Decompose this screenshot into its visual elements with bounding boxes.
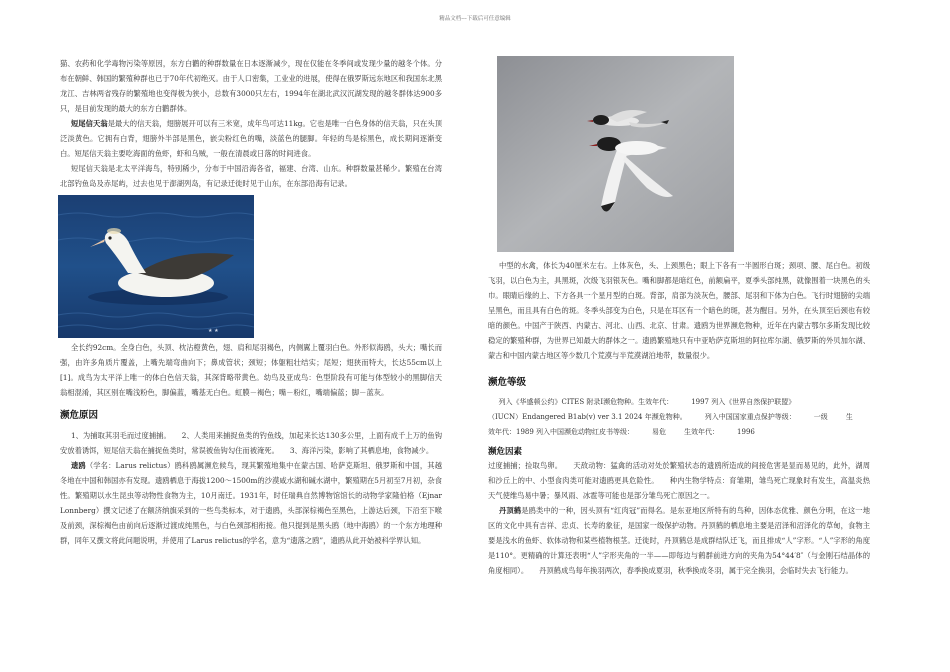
relict-gull-paragraph	[60, 458, 442, 548]
albatross-distribution-paragraph: 短尾信天翁是北太平洋海鸟，特别稀少，分布于中国沿海各省，福建、台湾、山东。种群数量甚稀少。繁殖在台湾北部钓鱼岛及赤尾屿，过去也见于澎湖列岛，有记录迁徙时见于山东，在东部沿海有记录。	[60, 164, 442, 188]
section-title-endangered-causes: 濒危原因	[60, 410, 99, 421]
grade-redbook-year: 1996	[737, 428, 755, 436]
grade-redbook-level: 易危	[652, 428, 667, 436]
endangered-factors-paragraph: 过度捕捕；捡取鸟卵。 天敌动物：猛禽的活动对处於繁殖状态的遗鸥所造成的间接危害是显而易见的，此外，湖周和沙丘上的中、小型食肉类可能对遗鸥更具危险性。 种内生物学特点：育雏期，雏鸟死亡现象时有发生，高温炎热天气使维鸟易中暑；暴风雨、冰雹等可能也是部分雏鸟死亡原因之一。	[488, 461, 870, 500]
page-header: 精品文档---下载后可任意编辑	[439, 16, 511, 22]
left-column	[60, 56, 442, 548]
relict-gull-term: 遗鸥	[70, 461, 86, 470]
grade-effective-label-a: 生	[845, 413, 853, 421]
gulls-photo	[497, 56, 734, 252]
grade-cites: 列入《华盛顿公约》CITES 附录Ⅰ濒危物种。生效年代：	[498, 398, 674, 406]
albatross-intro-text: 是最大的信天翁，翅膀展开可以有三米宽，成年鸟可达11kg。它也是唯一白色身体的信天翁，只在头顶泛淡黄色。它拥有白背，翅膀外半部是黑色，嵌尖粉红色的嘴，淡蓝色的腿脚。年轻的鸟是棕黑色，成长期间逐渐变白。短尾信天翁主要吃海面的鱼虾，虾和乌贼，一般在清晨或日落的时间进食。	[60, 119, 443, 158]
photo-watermark: ★ ★	[208, 328, 219, 334]
right-column	[488, 56, 870, 578]
endangered-level-paragraph	[488, 395, 870, 440]
relict-gull-text: （学名：Larus relictus）鸥科鸥属濒危候鸟，现其繁殖地集中在蒙古国、哈萨克斯坦、俄罗斯和中国，其越冬地在中国和韩国亦有发现。遗鸥栖息于海拔1200～1500m的沙漠咸水湖和碱水湖中，繁殖期在5月初至7月初，杂食性。繁殖期以水生昆虫等动物性食物为主，10月南迁。1931年，时任瑞典自然博物馆馆长的动物学家隆伯格（Ejnar Lonnberg）撰文记述了在额济纳旗采到的一些鸟类标本，对于遗鸥，头部深棕褐色至黑色，上游达后颈，下沿至下喉及前颈，深棕褐色由前向后逐渐过渡成纯黑色，与白色颈部相衔接。他只提到是黑头鸥（地中海鸥）的一个东方地理种群，同年又撰文将此问题说明，并使用了Larus relictus的学名，意为“遗落之鸥”，遗鸥从此开始被科学界认知。	[60, 461, 443, 545]
section-title-endangered-level: 濒危等级	[488, 377, 527, 388]
gull-description-paragraph: 中型的水禽，体长为40厘米左右。上体灰色，头、上颈黑色；眼上下各有一半圆形白斑；颈项、腰、尾白色。初级飞羽，以白色为主，具黑斑，次级飞羽银灰色。嘴和脚都是暗红色，前额扁平，夏季头部纯黑，就像围着一块黑色的头巾。眼睛后缘的上、下方各具一个星月型的白斑。背部，肩部为淡灰色，腰部、尾羽和下体为白色。飞行时翅膀的尖端呈黑色，而且具有白色的斑。冬季头部变为白色，只是在耳区有一个暗色的斑，甚为醒目。另外，在头顶至后颈也有较暗的颜色。中国产于陕西、内蒙古、河北、山西、北京、甘肃。遗鸥为世界濒危物种，近年在内蒙古鄂尔多斯发现比较稳定的繁殖种群，为世界已知最大的群体之一。遗鸥繁殖地只有中亚哈萨克斯坦的阿拉库尔湖、俄罗斯的外贝加尔湖、蒙古和中国内蒙古地区等少数几个荒漠与半荒漠湖泊地带，数量很少。	[488, 261, 870, 360]
oriental-stork-paragraph: 猫、农药和化学毒物污染等原因，东方白鹳的种群数量在日本逐渐减少，现在仅能在冬季间或发现少量的越冬个体。分布在朝鲜、韩国的繁殖种群也已于70年代初绝灭。由于人口密集，工业业的进展，使得在俄罗斯远东地区和我国东北黑龙江、吉林两省残存的繁殖地也变得极为狭小，总数有3000只左右，1994年在湖北武汉沉湖发现的越冬群体达900多只，是目前发现的最大的东方白鹳群体。	[60, 59, 442, 113]
causes-paragraph: 1、为捕取其羽毛而过度捕捕。 2、人类用来捕捉鱼类的钓鱼线，加起来长达130多公里，上面有成千上万的鱼钩安放着诱饵，短尾信天翁在捕捉鱼类时，常误被鱼钩勾住而被淹死。 3、海洋污染，影响了其栖息地，食物减少。	[60, 431, 442, 455]
albatross-photo	[58, 195, 254, 338]
red-crowned-crane-paragraph	[488, 503, 870, 578]
red-crowned-crane-term: 丹顶鹤	[498, 506, 522, 515]
grade-china-level: 一级	[813, 413, 828, 421]
albatross-intro-paragraph	[60, 116, 442, 161]
red-crowned-crane-text: 是鸥类中的一种，因头顶有“红肉冠”而得名。是东亚地区所特有的鸟种，因体态优雅、颜色分明，在这一地区的文化中具有吉祥、忠贞、长寿的象征，是国家一级保护动物。丹顶鹤的栖息地主要是沼泽和沼泽化的草甸，食物主要是浅水的鱼虾、软体动物和某些植物根茎。迁徙时，丹顶鹤总是成群结队迁飞，而且排成“人”字形。“人”字形的角度是110°。更精确的计算还表明“人”字形夹角的一半——即每边与鹤群前进方向的夹角为54°44′8″（与金刚石结晶体的角度相同）。 丹顶鹤成鸟每年换羽两次，春季换成夏羽，秋季换成冬羽，属于完全换羽，会临时失去飞行能力。	[488, 506, 871, 575]
grade-iucn-year: 1997 列入《世界自然保护联盟》	[691, 398, 796, 406]
grade-china-label: 列入中国国家重点保护等级：	[704, 413, 796, 421]
grade-redbook-label: 效年代：1989 列入中国濒危动物红皮书等级：	[488, 428, 635, 436]
grade-iucn-status: （IUCN）Endangered B1ab(v) ver 3.1 2024 年濒危物种。	[488, 413, 687, 421]
grade-effective-label-b: 生效年代：	[684, 428, 720, 436]
albatross-description-paragraph: 全长约92cm。全身白色，头顶、枕沾橙黄色，翅、肩和尾羽褐色，内侧翼上覆羽白色。外形似海鸥，头大；嘴长而强，由许多角质片覆盖，上嘴先端弯曲向下；鼻成管状；颈短；体躯粗壮结实；尾短；翅狭而特大，长达55cm以上[1]。成鸟为太平洋上唯一的体白色信天翁，其深背略带黄色。幼鸟及亚成鸟：色型阶段有可能与体型较小的黑脚信天翁相混淆，其区别在嘴浅粉色，脚偏蓝，嘴基无白色。虹膜－褐色；嘴－粉红，嘴端偏蓝；脚－蓝灰。	[60, 343, 442, 397]
albatross-term: 短尾信天翁	[70, 119, 108, 128]
section-title-endangered-factors: 濒危因素	[488, 447, 523, 457]
